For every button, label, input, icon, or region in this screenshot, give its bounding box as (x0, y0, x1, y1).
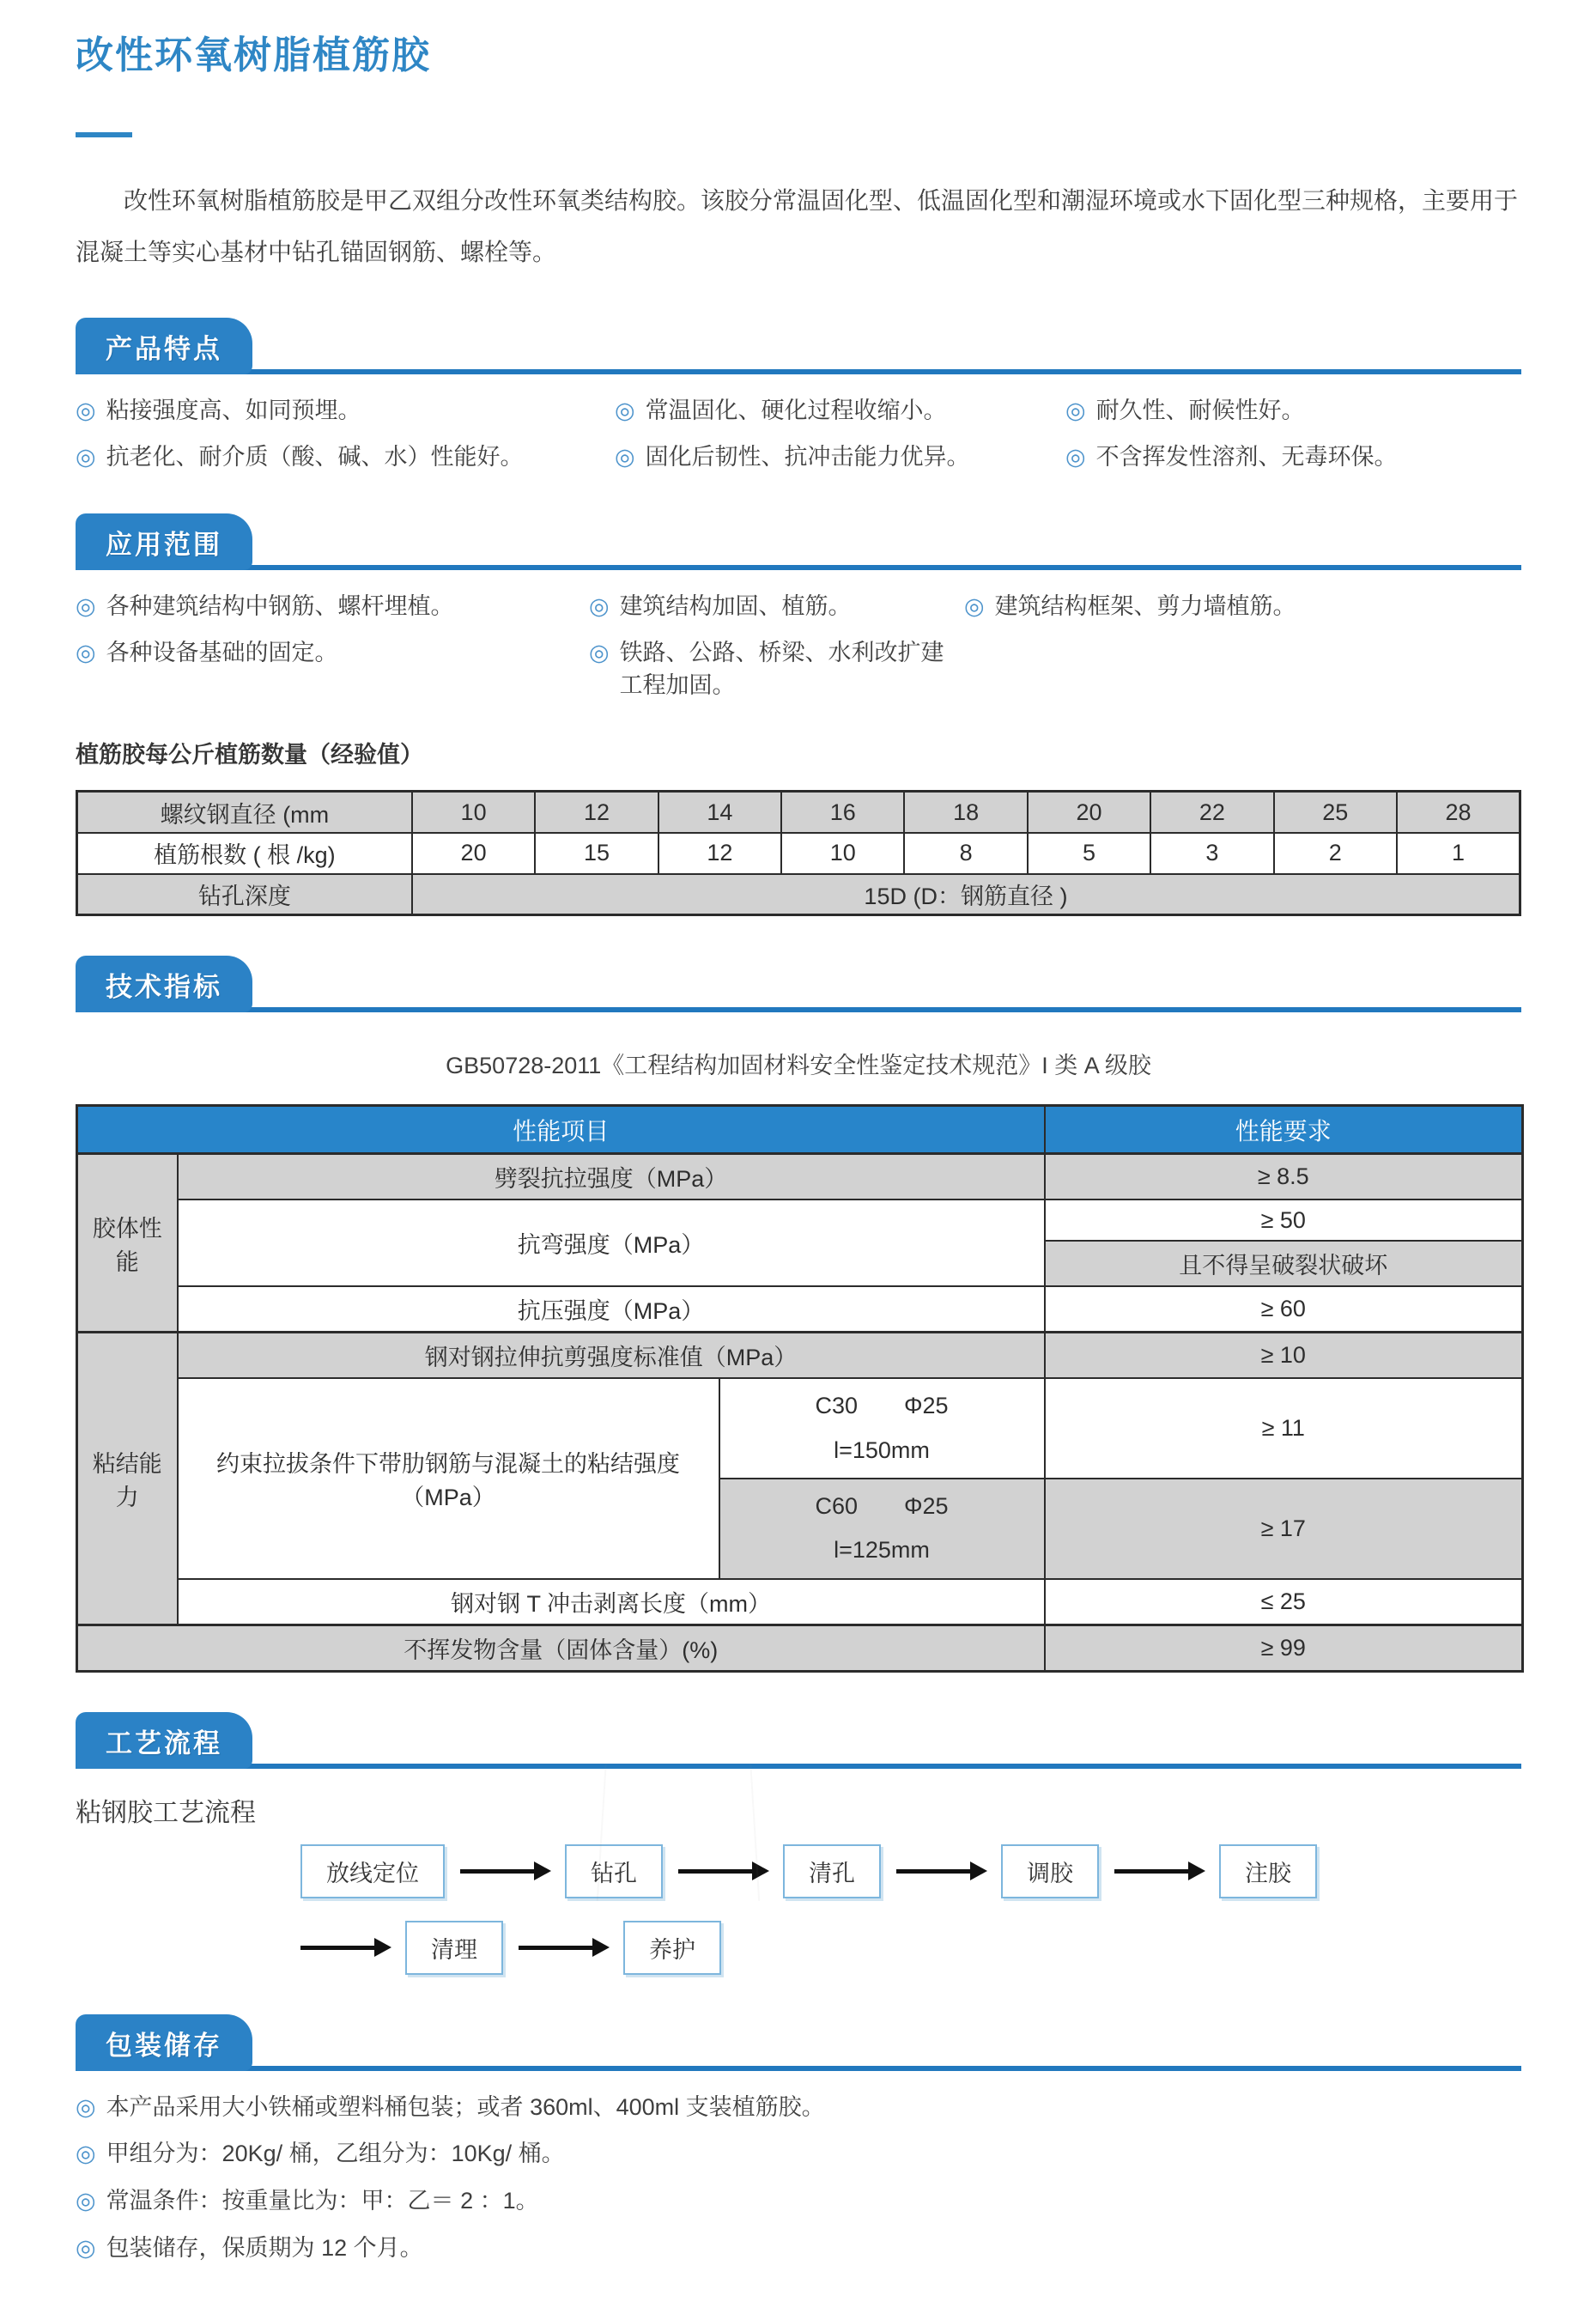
bullseye-icon: ◎ (76, 444, 96, 471)
arrow-right-icon (300, 1946, 376, 1950)
list-item (76, 441, 615, 474)
bullet-text: 各种设备基础的固定。 (106, 639, 338, 665)
property-cell: 钢对钢 T 冲击剥离长度（mm） (178, 1579, 1045, 1625)
bullet-text: 建筑结构框架、剪力墙植筋。 (994, 592, 1296, 619)
table-cell: 2 (1274, 833, 1397, 874)
arrow-right-icon (460, 1869, 536, 1874)
list-item (76, 395, 615, 428)
table-cell: 8 (904, 833, 1027, 874)
table-row (77, 1579, 1523, 1625)
bullseye-icon: ◎ (964, 592, 985, 619)
flow-step: 注胶 (1219, 1844, 1317, 1898)
property-cell: 约束拉拔条件下带肋钢筋与混凝土的粘结强度（MPa） (178, 1378, 719, 1578)
table-row (77, 1625, 1523, 1671)
list-item (964, 591, 1521, 623)
requirement-cell: ≥ 8.5 (1045, 1154, 1523, 1200)
bullseye-icon: ◎ (76, 2234, 96, 2261)
applications-banner: 应用范围 (76, 513, 252, 570)
page-title: 改性环氧树脂植筋胶 (76, 34, 431, 76)
title-underline-dash (76, 132, 132, 137)
table-cell: 15D (D：钢筋直径 ) (412, 874, 1520, 915)
flow-step: 调胶 (1001, 1844, 1099, 1898)
row-label-cell: 螺纹钢直径 (mm (77, 792, 412, 833)
requirement-cell: ≤ 25 (1045, 1579, 1523, 1625)
column-header-item: 性能项目 (77, 1106, 1045, 1154)
flow-step: 放线定位 (300, 1844, 445, 1898)
bullet-text: 甲组分为：20Kg/ 桶，乙组分为：10Kg/ 桶。 (106, 2141, 565, 2167)
section-header-features (76, 318, 1521, 374)
section-header-process (76, 1712, 1521, 1769)
arrow-right-icon (519, 1946, 594, 1950)
requirement-cell: ≥ 11 (1045, 1378, 1523, 1479)
requirement-cell: ≥ 99 (1045, 1625, 1523, 1671)
tech-standard-line: GB50728-2011《工程结构加固材料安全性鉴定技术规范》I 类 A 级胶 (446, 1053, 1151, 1079)
table-row (77, 1200, 1523, 1241)
intro-paragraph: 改性环氧树脂植筋胶是甲乙双组分改性环氧类结构胶。该胶分常温固化型、低温固化型和潮湿环境或水下固化型三种规格，主要用于混凝土等实心基材中钻孔锚固钢筋、螺栓等。 (76, 187, 1519, 266)
table-cell: 10 (412, 792, 535, 833)
list-item (76, 637, 589, 702)
list-item (1065, 441, 1521, 474)
bullseye-icon: ◎ (589, 639, 610, 665)
bullseye-icon: ◎ (76, 2141, 96, 2167)
column-header-req: 性能要求 (1045, 1106, 1523, 1154)
table-cell: 22 (1150, 792, 1273, 833)
bullseye-icon: ◎ (76, 2093, 96, 2120)
tech-banner: 技术指标 (76, 956, 252, 1012)
requirement-cell: ≥ 17 (1045, 1479, 1523, 1579)
features-banner: 产品特点 (76, 318, 252, 374)
table-cell: 15 (535, 833, 658, 874)
bullseye-icon: ◎ (1065, 444, 1086, 471)
requirement-cell: ≥ 60 (1045, 1286, 1523, 1333)
table-cell: 5 (1028, 833, 1150, 874)
group-cell-bond: 粘结能力 (77, 1333, 178, 1625)
flow-step: 清理 (405, 1921, 503, 1975)
flow-step: 钻孔 (565, 1844, 663, 1898)
table-row (77, 1286, 1523, 1333)
arrow-right-icon (678, 1869, 754, 1874)
arrow-right-icon (1114, 1869, 1190, 1874)
requirement-cell: 且不得呈破裂状破坏 (1045, 1241, 1523, 1286)
table-cell: 1 (1397, 833, 1520, 874)
list-item (76, 2138, 1521, 2171)
property-cell: 抗压强度（MPa） (178, 1286, 1045, 1333)
list-item (615, 441, 1065, 474)
table-cell: 16 (781, 792, 904, 833)
list-item (1065, 395, 1521, 428)
list-item (589, 637, 964, 702)
list-item (76, 2092, 1521, 2124)
process-flow-row-1 (300, 1844, 1521, 1898)
packaging-bullets (76, 2092, 1521, 2265)
property-cell: 钢对钢拉伸抗剪强度标准值（MPa） (178, 1333, 1045, 1379)
group-cell-body: 胶体性能 (77, 1154, 178, 1333)
condition-line: l=125mm (834, 1537, 930, 1564)
condition-line: C30 Φ25 (815, 1393, 949, 1419)
requirement-cell: ≥ 10 (1045, 1333, 1523, 1379)
packaging-banner: 包装储存 (76, 2014, 252, 2071)
property-cell: 劈裂抗拉强度（MPa） (178, 1154, 1045, 1200)
list-item (76, 591, 589, 623)
condition-cell (719, 1479, 1045, 1579)
bullseye-icon: ◎ (615, 444, 635, 471)
process-subtitle: 粘钢胶工艺流程 (76, 1798, 256, 1827)
table-cell: 18 (904, 792, 1027, 833)
bullet-text: 包装储存，保质期为 12 个月。 (106, 2234, 423, 2261)
row-label-cell: 植筋根数 ( 根 /kg) (77, 833, 412, 874)
section-header-tech (76, 956, 1521, 1012)
table-row (77, 1378, 1523, 1479)
tech-table (76, 1104, 1524, 1672)
process-flow-row-2 (300, 1921, 1521, 1975)
list-item (76, 2185, 1521, 2218)
table-cell: 12 (535, 792, 658, 833)
bullet-text: 不含挥发性溶剂、无毒环保。 (1095, 444, 1398, 471)
bullet-text: 抗老化、耐介质（酸、碱、水）性能好。 (106, 444, 524, 471)
condition-line: l=150mm (834, 1436, 930, 1463)
table-cell: 10 (781, 833, 904, 874)
list-item (589, 591, 964, 623)
table-row (77, 874, 1520, 915)
bullet-text: 本产品采用大小铁桶或塑料桶包装；或者 360ml、400ml 支装植筋胶。 (106, 2093, 825, 2120)
bullet-text: 粘接强度高、如同预埋。 (106, 398, 361, 424)
features-bullets (76, 395, 1521, 474)
arrow-right-icon (896, 1869, 972, 1874)
bullseye-icon: ◎ (589, 592, 610, 619)
property-cell: 抗弯强度（MPa） (178, 1200, 1045, 1286)
requirement-cell: ≥ 50 (1045, 1200, 1523, 1241)
bullseye-icon: ◎ (76, 639, 96, 665)
bullseye-icon: ◎ (76, 592, 96, 619)
bullet-text: 常温固化、硬化过程收缩小。 (645, 398, 947, 424)
dosage-table-caption: 植筋胶每公斤植筋数量（经验值） (76, 742, 423, 768)
list-item (615, 395, 1065, 428)
table-row (77, 1333, 1523, 1379)
dosage-table (76, 790, 1521, 916)
property-cell: 不挥发物含量（固体含量）(%) (77, 1625, 1045, 1671)
bullseye-icon: ◎ (615, 398, 635, 424)
table-cell: 14 (658, 792, 781, 833)
table-row (77, 792, 1520, 833)
bullseye-icon: ◎ (76, 2188, 96, 2214)
row-label-cell: 钻孔深度 (77, 874, 412, 915)
condition-line: C60 Φ25 (815, 1492, 949, 1519)
bullseye-icon: ◎ (76, 398, 96, 424)
table-cell: 12 (658, 833, 781, 874)
applications-bullets (76, 591, 1521, 701)
bullseye-icon: ◎ (1065, 398, 1086, 424)
table-row (77, 1154, 1523, 1200)
condition-cell (719, 1378, 1045, 1479)
bullet-text: 各种建筑结构中钢筋、螺杆埋植。 (106, 592, 454, 619)
bullet-text: 铁路、公路、桥梁、水利改扩建工程加固。 (619, 639, 944, 698)
table-header-row (77, 1106, 1523, 1154)
bullet-text: 固化后韧性、抗冲击能力优异。 (645, 444, 970, 471)
table-cell: 20 (412, 833, 535, 874)
list-item (76, 2232, 1521, 2265)
section-header-packaging (76, 2014, 1521, 2071)
table-cell: 3 (1150, 833, 1273, 874)
table-cell: 20 (1028, 792, 1150, 833)
section-header-applications (76, 513, 1521, 570)
bullet-text: 耐久性、耐候性好。 (1095, 398, 1305, 424)
flow-step: 养护 (623, 1921, 721, 1975)
table-row (77, 833, 1520, 874)
table-cell: 28 (1397, 792, 1520, 833)
table-cell: 25 (1274, 792, 1397, 833)
bullet-text: 常温条件：按重量比为：甲：乙＝ 2 ：1。 (106, 2188, 539, 2214)
flow-step: 清孔 (783, 1844, 881, 1898)
process-banner: 工艺流程 (76, 1712, 252, 1769)
bullet-text: 建筑结构加固、植筋。 (619, 592, 852, 619)
